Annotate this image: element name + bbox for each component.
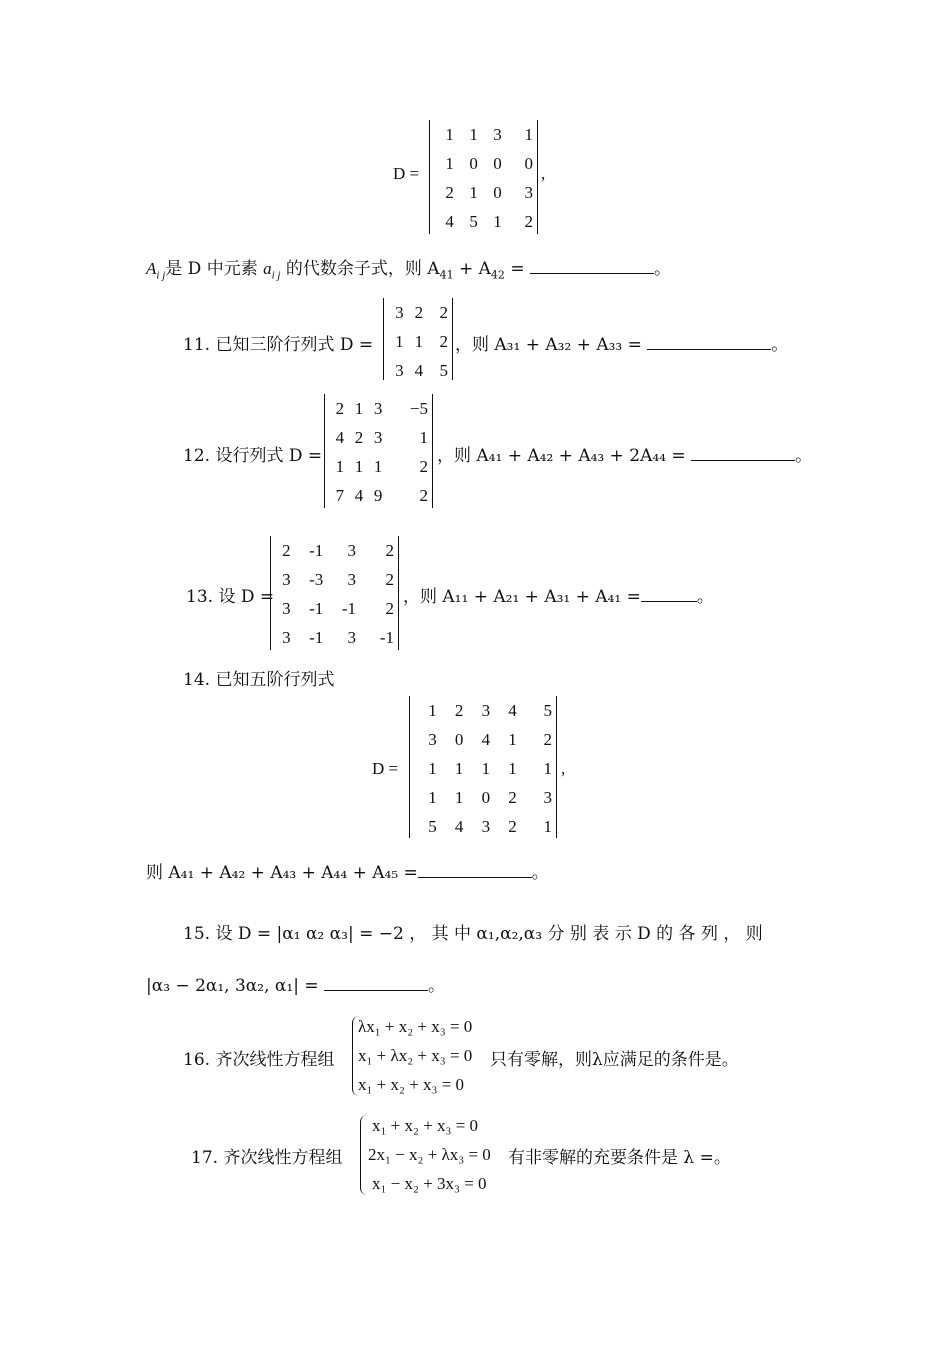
matrix-row [430, 120, 537, 149]
matrix-cell: 1 [395, 332, 404, 351]
p10-lhs: D = [393, 164, 420, 183]
p11-suffix-text: ，则 A₃₁ + A₃₂ + A₃₃ = [455, 335, 642, 355]
matrix-cell: 1 [493, 212, 502, 231]
matrix-cell: -1 [309, 599, 324, 618]
p14-line [146, 858, 549, 883]
p14-lhs: D = [372, 759, 399, 778]
matrix-cell: 1 [524, 125, 533, 144]
p10-eq: = [504, 259, 525, 279]
matrix-cell: 1 [543, 759, 552, 778]
matrix-row [384, 298, 452, 327]
p10-answer-blank [530, 255, 654, 274]
p16-system [358, 1012, 472, 1099]
matrix-cell: 2 [419, 457, 428, 476]
matrix-cell: 2 [439, 303, 448, 322]
p14-determinant [409, 696, 557, 838]
matrix-row [271, 565, 398, 594]
p13-answer-blank [641, 583, 697, 602]
matrix-row [430, 178, 537, 207]
matrix-cell: 3 [373, 428, 383, 447]
matrix-row [325, 423, 432, 452]
matrix-row [271, 594, 398, 623]
matrix-row [384, 327, 452, 356]
p11-prefix: 11. 已知三阶行列式 D = [183, 335, 374, 355]
matrix-cell: 3 [481, 817, 491, 836]
matrix-cell: 3 [373, 399, 383, 418]
matrix-cell: 2 [414, 303, 424, 322]
matrix-cell: 4 [354, 486, 364, 505]
matrix-row [410, 783, 556, 812]
p15-line1: 15. 设 D = |α₁ α₂ α₃| = −2 ， 其 中 α₁,α₂,α₃ 分 别 表 示 D 的 各 列 ， 则 [183, 924, 763, 944]
p17-brace [360, 1115, 367, 1195]
p16-eq-3: x₁ + x₂ + x₃ = 0 [358, 1075, 465, 1094]
matrix-cell: 3 [395, 303, 404, 322]
matrix-cell: 0 [493, 183, 502, 202]
matrix-cell: 1 [508, 730, 517, 749]
matrix-cell: 3 [282, 599, 291, 618]
matrix-cell: 3 [347, 541, 357, 560]
p11-determinant [383, 298, 453, 380]
matrix-cell: 1 [373, 457, 383, 476]
p10-determinant [429, 120, 538, 234]
matrix-row [325, 394, 432, 423]
p14-trail: , [561, 759, 566, 778]
matrix-cell: 2 [508, 817, 517, 836]
p11-end: 。 [771, 335, 789, 355]
matrix-row [325, 481, 432, 510]
matrix-row [410, 696, 556, 725]
p14-end: 。 [531, 863, 549, 883]
p10-end: 。 [653, 259, 671, 279]
p10-a-sub: i j [156, 269, 166, 282]
p11-suffix [455, 330, 788, 355]
matrix-row [410, 725, 556, 754]
p10-line [146, 254, 671, 281]
matrix-cell: 5 [543, 701, 552, 720]
matrix-row [271, 623, 398, 652]
p15-answer-blank [324, 972, 428, 991]
matrix-cell: 1 [354, 457, 364, 476]
matrix-row [325, 452, 432, 481]
matrix-cell: 1 [354, 399, 364, 418]
p10-trail: , [541, 164, 546, 183]
p10-aij-sub: i j [271, 269, 281, 282]
matrix-cell: -3 [309, 570, 324, 589]
matrix-cell: -1 [309, 628, 324, 647]
p13-suffix [403, 582, 714, 607]
matrix-cell: 2 [385, 599, 394, 618]
matrix-row [410, 812, 556, 841]
matrix-cell: −5 [409, 399, 428, 418]
matrix-cell: 2 [445, 183, 454, 202]
matrix-cell: 1 [428, 788, 437, 807]
p16-eq-2: x₁ + λx₂ + x₃ = 0 [358, 1046, 473, 1065]
matrix-cell: 1 [335, 457, 345, 476]
p17-suffix: 有非零解的充要条件是 λ =。 [508, 1148, 731, 1168]
p10-text2: 的代数余子式，则 A [280, 259, 440, 279]
matrix-cell: 1 [428, 759, 437, 778]
matrix-cell: 5 [469, 212, 478, 231]
matrix-cell: -1 [341, 599, 357, 618]
p17-system [368, 1111, 491, 1198]
p13-determinant [270, 536, 399, 650]
matrix-cell: 5 [428, 817, 437, 836]
matrix-cell: 0 [481, 788, 491, 807]
p15-line2-text: |α₃ − 2α₁, 3α₂, α₁| = [146, 976, 319, 996]
matrix-cell: 2 [508, 788, 517, 807]
p10-text1: 是 D 中元素 [165, 259, 264, 279]
p12-suffix [437, 441, 812, 466]
matrix-cell: 0 [524, 154, 533, 173]
p13-end: 。 [696, 587, 714, 607]
matrix-cell: 2 [454, 701, 464, 720]
p13-suffix-text: ，则 A₁₁ + A₂₁ + A₃₁ + A₄₁ = [403, 587, 641, 607]
matrix-cell: 2 [335, 399, 345, 418]
p16-prefix: 16. 齐次线性方程组 [183, 1050, 335, 1070]
p12-end: 。 [795, 446, 813, 466]
p17-prefix: 17. 齐次线性方程组 [191, 1148, 343, 1168]
matrix-cell: 0 [469, 154, 478, 173]
p17-eq-3: x₁ − x₂ + 3x₃ = 0 [372, 1174, 487, 1193]
matrix-cell: 1 [469, 125, 478, 144]
matrix-cell: 1 [469, 183, 478, 202]
matrix-cell: 5 [439, 361, 448, 380]
matrix-cell: 1 [454, 788, 464, 807]
p16-eq-1: λx₁ + x₂ + x₃ = 0 [358, 1017, 473, 1036]
p17-eq-1: x₁ + x₂ + x₃ = 0 [372, 1116, 479, 1135]
matrix-row [430, 207, 537, 236]
matrix-row [430, 149, 537, 178]
matrix-cell: 1 [454, 759, 464, 778]
matrix-cell: 0 [454, 730, 464, 749]
matrix-cell: 3 [347, 628, 357, 647]
matrix-cell: 2 [354, 428, 364, 447]
matrix-cell: 4 [481, 730, 491, 749]
matrix-cell: 3 [524, 183, 533, 202]
matrix-cell: 2 [543, 730, 552, 749]
matrix-cell: 3 [428, 730, 437, 749]
p12-determinant [324, 394, 433, 508]
matrix-cell: 1 [481, 759, 491, 778]
p17-eq-2: 2x₁ − x₂ + λx₃ = 0 [368, 1145, 491, 1164]
matrix-cell: 1 [508, 759, 517, 778]
matrix-cell: 2 [439, 332, 448, 351]
p12-prefix: 12. 设行列式 D = [183, 446, 323, 466]
matrix-cell: 1 [428, 701, 437, 720]
matrix-cell: 3 [282, 628, 291, 647]
matrix-cell: 2 [282, 541, 291, 560]
matrix-cell: 9 [373, 486, 383, 505]
matrix-cell: 3 [347, 570, 357, 589]
matrix-cell: 2 [524, 212, 533, 231]
p14-answer-blank [418, 859, 532, 878]
p13-prefix: 13. 设 D = [186, 587, 275, 607]
matrix-cell: 7 [335, 486, 345, 505]
matrix-row [384, 356, 452, 385]
p10-aij: a [263, 259, 272, 278]
p10-a: A [146, 259, 157, 278]
p15-end: 。 [428, 976, 445, 996]
p10-sub42: 42 [490, 268, 505, 282]
p12-answer-blank [691, 442, 795, 461]
matrix-cell: 3 [395, 361, 404, 380]
matrix-cell: 2 [385, 570, 394, 589]
matrix-cell: 4 [508, 701, 517, 720]
matrix-cell: 3 [282, 570, 291, 589]
p15-line2 [146, 971, 445, 996]
p11-answer-blank [647, 331, 771, 350]
p14-line-text: 则 A₄₁ + A₄₂ + A₄₃ + A₄₄ + A₄₅ = [146, 863, 418, 883]
matrix-cell: 3 [543, 788, 552, 807]
matrix-cell: 1 [543, 817, 552, 836]
matrix-row [410, 754, 556, 783]
p16-suffix: 只有零解，则λ应满足的条件是。 [490, 1050, 739, 1070]
matrix-cell: 1 [419, 428, 428, 447]
matrix-cell: 0 [493, 154, 502, 173]
matrix-cell: 4 [335, 428, 345, 447]
p10-sub41: 41 [439, 268, 454, 282]
matrix-cell: 2 [385, 541, 394, 560]
matrix-cell: -1 [379, 628, 394, 647]
matrix-cell: 1 [414, 332, 424, 351]
p10-text3: + A [453, 259, 491, 279]
matrix-cell: 1 [445, 125, 454, 144]
matrix-cell: 4 [445, 212, 454, 231]
matrix-cell: -1 [309, 541, 324, 560]
p14-title: 14. 已知五阶行列式 [183, 670, 335, 690]
matrix-cell: 4 [454, 817, 464, 836]
matrix-cell: 1 [445, 154, 454, 173]
matrix-cell: 3 [493, 125, 502, 144]
matrix-cell: 2 [419, 486, 428, 505]
matrix-cell: 3 [481, 701, 491, 720]
p12-suffix-text: ，则 A₄₁ + A₄₂ + A₄₃ + 2A₄₄ = [437, 446, 686, 466]
matrix-row [271, 536, 398, 565]
matrix-cell: 4 [414, 361, 424, 380]
